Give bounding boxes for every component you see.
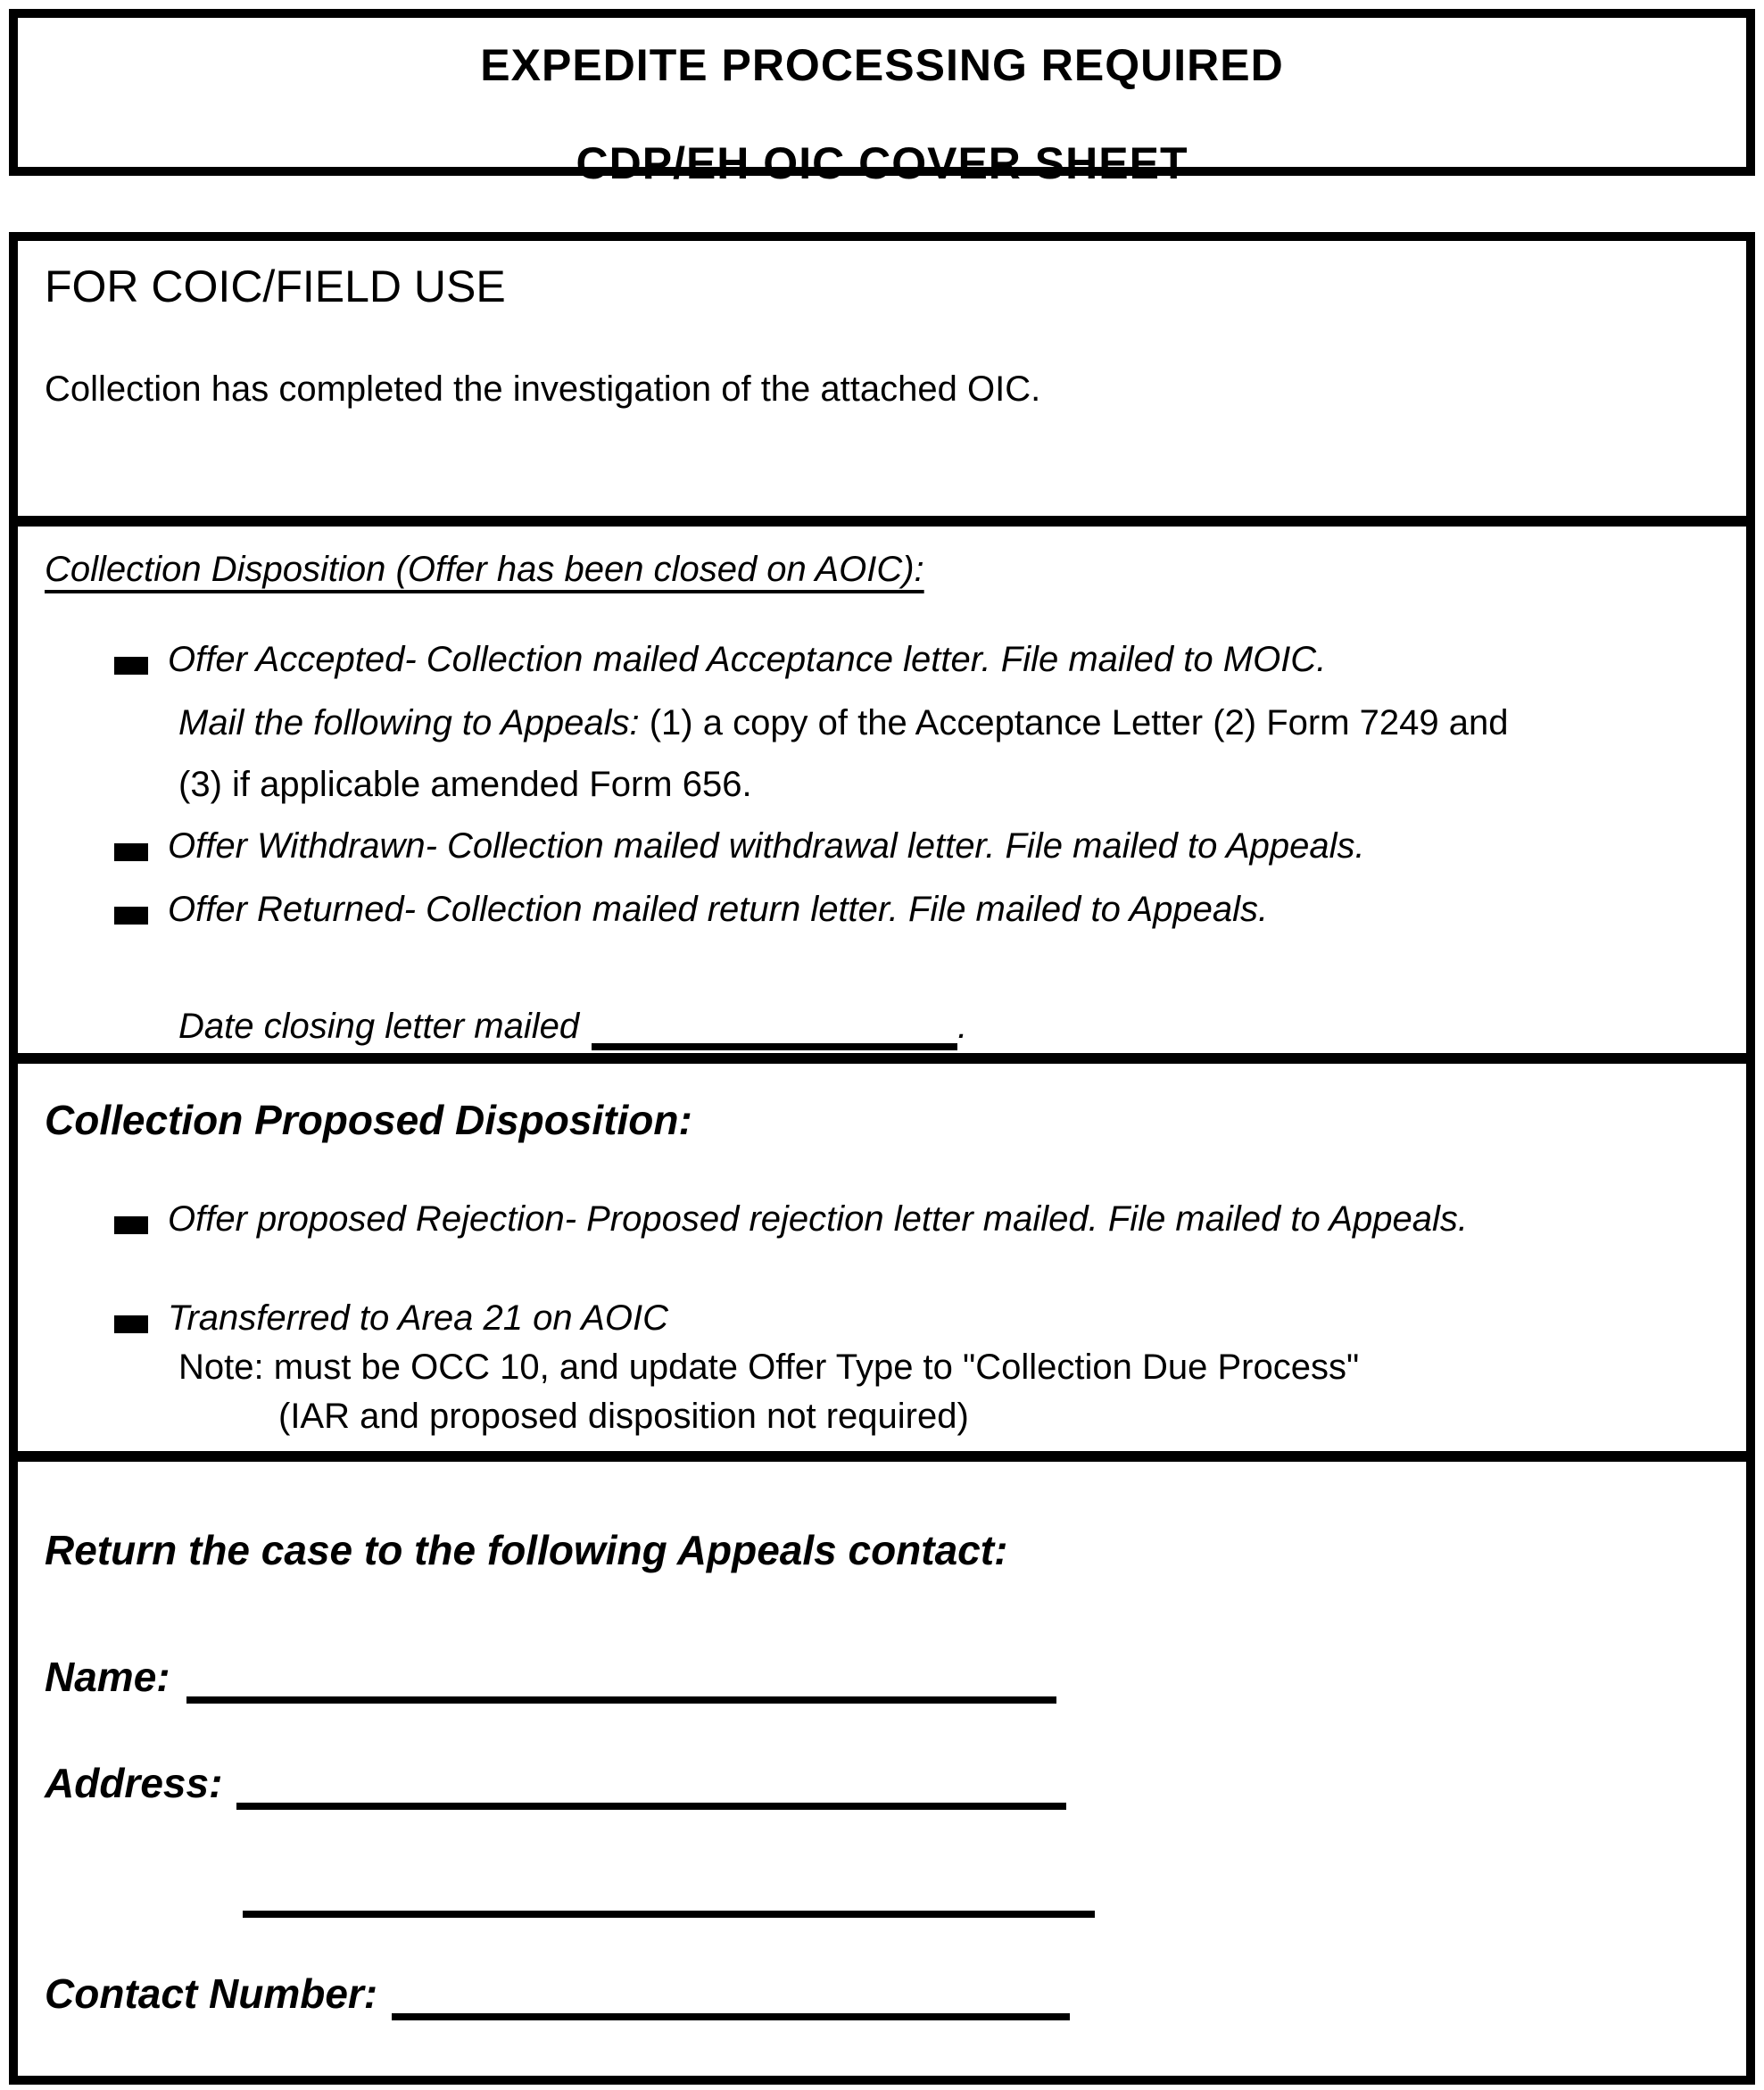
transferred-area-21-checkbox[interactable] (114, 1315, 148, 1333)
proposed-rejection-label: Offer proposed Rejection- Proposed rejection letter mailed. File mailed to Appeals. (168, 1199, 1469, 1239)
transferred-area-21-label: Transferred to Area 21 on AOIC (168, 1298, 668, 1338)
offer-withdrawn-checkbox[interactable] (114, 843, 148, 861)
date-closing-letter-label: Date closing letter mailed (178, 1007, 580, 1046)
name-field-row (45, 1653, 1719, 1704)
option-proposed-rejection (114, 1199, 1719, 1240)
name-label: Name: (45, 1654, 170, 1700)
address-field-row-2 (243, 1867, 1719, 1918)
address-input-line-2[interactable] (243, 1877, 1095, 1918)
offer-accepted-label: Offer Accepted- Collection mailed Acceptance letter. File mailed to MOIC. (168, 640, 1327, 679)
mail-to-appeals-italic: Mail the following to Appeals: (178, 703, 640, 742)
option-offer-withdrawn (114, 826, 1719, 867)
section-appeals-contact (18, 1451, 1746, 2033)
section-collection-disposition (18, 516, 1746, 1053)
contact-number-input-line[interactable] (392, 1979, 1070, 2020)
section-coic-field-use (18, 241, 1746, 516)
coic-field-use-title: FOR COIC/FIELD USE (45, 261, 506, 311)
date-closing-letter-input-line[interactable] (592, 1015, 957, 1050)
expedite-title: EXPEDITE PROCESSING REQUIRED (480, 40, 1284, 90)
contact-number-label: Contact Number: (45, 1970, 378, 2017)
cover-sheet-title: CDP/EH OIC COVER SHEET (576, 138, 1188, 188)
offer-accepted-subline-1 (178, 703, 1719, 743)
appeals-contact-heading: Return the case to the following Appeals contact: (45, 1527, 1008, 1573)
proposed-rejection-checkbox[interactable] (114, 1216, 148, 1234)
address-input-line-1[interactable] (236, 1769, 1066, 1810)
mail-to-appeals-regular: (1) a copy of the Acceptance Letter (2) Form 7249 and (639, 703, 1509, 742)
offer-withdrawn-label: Offer Withdrawn- Collection mailed withdrawal letter. File mailed to Appeals. (168, 826, 1365, 866)
coic-field-use-body: Collection has completed the investigation of the attached OIC. (45, 369, 1041, 409)
option-offer-returned (114, 890, 1719, 930)
collection-disposition-options (45, 640, 1719, 1050)
address-label: Address: (45, 1760, 223, 1806)
option-offer-accepted (114, 640, 1719, 680)
offer-returned-checkbox[interactable] (114, 907, 148, 925)
offer-accepted-subline-2: (3) if applicable amended Form 656. (178, 765, 752, 804)
form-table (9, 232, 1755, 2085)
section-proposed-disposition (18, 1053, 1746, 1451)
option-transferred-area-21 (114, 1298, 1719, 1339)
transferred-note-line-1: Note: must be OCC 10, and update Offer Type to "Collection Due Process" (178, 1348, 1360, 1387)
address-field-row (45, 1759, 1719, 1810)
header-box (9, 9, 1755, 188)
collection-disposition-heading: Collection Disposition (Offer has been closed on AOIC): (45, 550, 924, 589)
transferred-note-line-2: (IAR and proposed disposition not required) (278, 1397, 969, 1436)
contact-number-field-row (45, 1970, 1719, 2020)
date-closing-letter-period: . (957, 1007, 968, 1046)
date-closing-letter-row (178, 1007, 1719, 1050)
offer-accepted-checkbox[interactable] (114, 657, 148, 675)
name-input-line[interactable] (186, 1663, 1056, 1704)
offer-returned-label: Offer Returned- Collection mailed return letter. File mailed to Appeals. (168, 890, 1269, 929)
proposed-disposition-heading: Collection Proposed Disposition: (45, 1097, 692, 1143)
